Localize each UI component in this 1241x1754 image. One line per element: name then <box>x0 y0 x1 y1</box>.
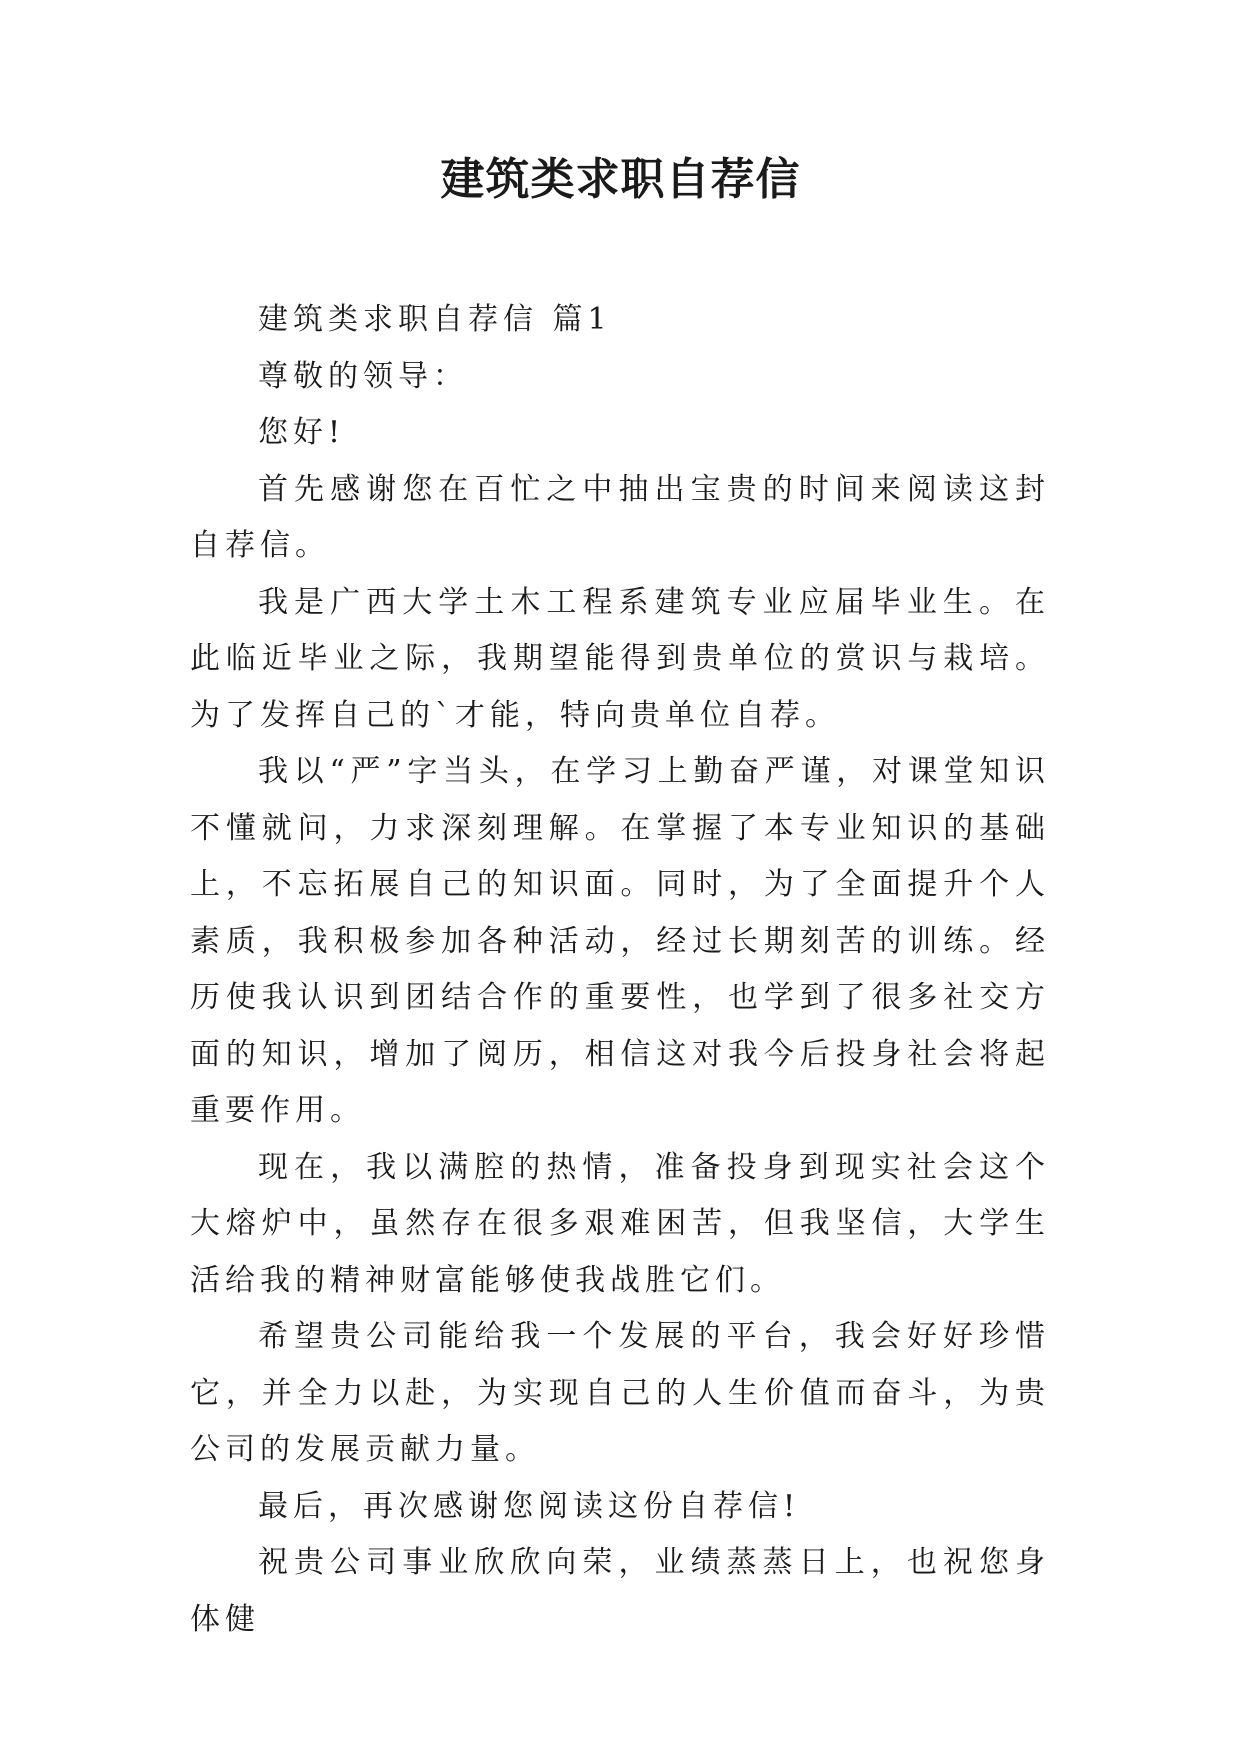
paragraph-introduction: 我是广西大学土木工程系建筑专业应届毕业生。在此临近毕业之际，我期望能得到贵单位的赏识与栽培。为了发挥自己的`才能，特向贵单位自荐。 <box>190 584 1050 733</box>
paragraph-wishes: 祝贵公司事业欣欣向荣，业绩蒸蒸日上，也祝您身体健 <box>190 1545 1050 1637</box>
document-body <box>190 292 1050 1648</box>
paragraph-hope: 希望贵公司能给我一个发展的平台，我会好好珍惜它，并全力以赴，为实现自己的人生价值而奋斗，为贵公司的发展贡献力量。 <box>190 1319 1050 1467</box>
paragraph-enthusiasm: 现在，我以满腔的热情，准备投身到现实社会这个大熔炉中，虽然存在很多艰难困苦，但我坚信，大学生活给我的精神财富能够使我战胜它们。 <box>190 1149 1050 1298</box>
document-title: 建筑类求职自荐信 <box>440 154 801 205</box>
salutation: 尊敬的领导： <box>258 358 468 394</box>
greeting: 您好! <box>258 415 346 450</box>
paragraph-study-experience: 我以“严”字当头，在学习上勤奋严谨，对课堂知识不懂就问，力求深刻理解。在掌握了本专业知识的基础上，不忘拓展自己的知识面。同时，为了全面提升个人素质，我积极参加各种活动，经过长期刻苦的训练。经历使我认识到团结合作的重要性，也学到了很多社交方面的知识，增加了阅历，相信这对我今后投身社会将起重要作用。 <box>190 754 1050 1128</box>
paragraph-closing-thanks: 最后，再次感谢您阅读这份自荐信! <box>258 1488 801 1524</box>
section-heading: 建筑类求职自荐信 篇1 <box>258 302 612 337</box>
paragraph-thanks: 首先感谢您在百忙之中抽出宝贵的时间来阅读这封自荐信。 <box>190 471 1050 563</box>
